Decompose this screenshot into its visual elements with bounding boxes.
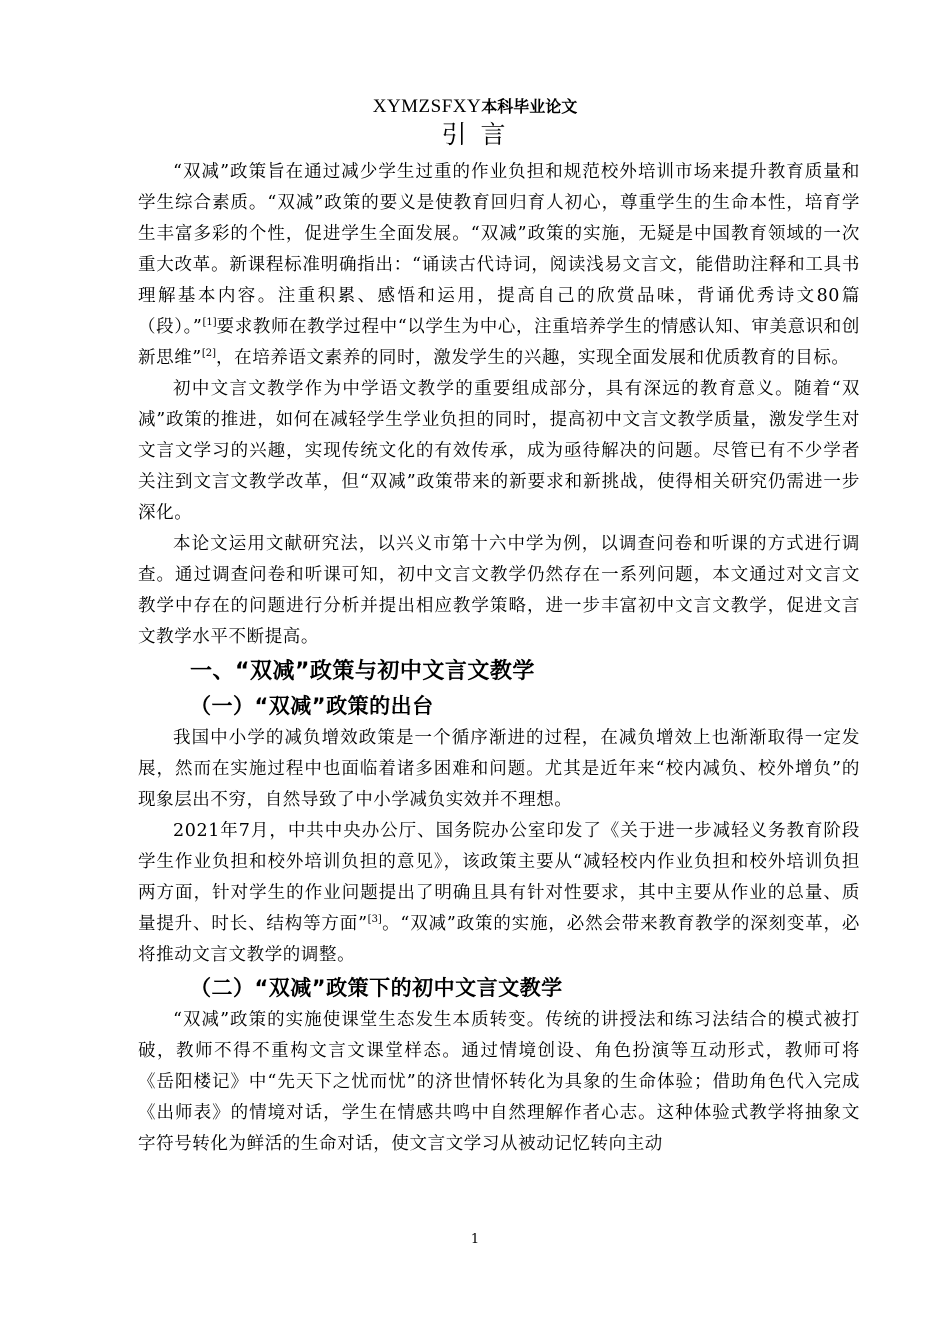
subsection-1-paragraph-2: [138, 816, 860, 971]
body-text: [138, 157, 860, 1160]
subsection-heading-2: （二）“双减”政策下的初中文言文教学: [190, 976, 563, 1000]
running-header: [0, 94, 950, 120]
subsection-1-paragraph-2-part-b: 。“双减”政策的实施，必然会带来教育教学的深刻变革，必将推动文言文教学的调整。: [138, 914, 861, 965]
intro-paragraph-1-part-b: 要求教师在教学过程中“以学生为中心，注重培养学生的情感认知、审美意识和创新思维”: [138, 317, 860, 368]
subsection-1-paragraph-2-part-a: 2021年7月，中共中央办公厅、国务院办公室印发了《关于进一步减轻义务教育阶段学生作业负担和校外培训负担的意见》，该政策主要从“减轻校内作业负担和校外培训负担两方面，针对学生的作业问题提出了明确且具有针对性要求，其中主要从作业的总量、质量提升、时长、结构等方面”: [138, 821, 860, 934]
intro-paragraph-1-part-c: ，在培养语文素养的同时，激发学生的兴趣，实现全面发展和优质教育的目标。: [216, 348, 850, 368]
page-number: 1: [470, 1232, 480, 1247]
intro-paragraph-2: 初中文言文教学作为中学语文教学的重要组成部分，具有深远的教育意义。随着“双减”政策的推进，如何在减轻学生学业负担的同时，提高初中文言文教学质量，激发学生对文言文学习的兴趣，实现传统文化的有效传承，成为亟待解决的问题。尽管已有不少学者关注到文言文教学改革，但“双减”政策带来的新要求和新挑战，使得相关研究仍需进一步深化。: [138, 379, 860, 523]
subsection-1-paragraph-1: 我国中小学的减负增效政策是一个循序渐进的过程，在减负增效上也渐渐取得一定发展，然而在实施过程中也面临着诸多困难和问题。尤其是近年来“校内减负、校外增负”的现象层出不穷，自然导致了中小学减负实效并不理想。: [138, 728, 860, 810]
section-title: 引 言: [441, 120, 509, 149]
intro-paragraph-1-part-a: “双减”政策旨在通过减少学生过重的作业负担和规范校外培训市场来提升教育质量和学生综合素质。“双减”政策的要义是使教育回归育人初心，尊重学生的生命本性，培育学生丰富多彩的个性，促进学生全面发展。“双减”政策的实施，无疑是中国教育领域的一次重大改革。新课程标准明确指出：“诵读古代诗词，阅读浅易文言文，能借助注释和工具书理解基本内容。注重积累、感悟和运用，提高自己的欣赏品味，背诵优秀诗文80篇（段）。”: [138, 162, 860, 337]
intro-paragraph-1: [138, 157, 860, 374]
chapter-heading-1: 一、“双减”政策与初中文言文教学: [190, 659, 535, 684]
subsection-heading-1: （一）“双减”政策的出台: [190, 694, 434, 718]
school-code: XYMZSFXY: [372, 96, 482, 117]
citation-1: [1]: [202, 317, 217, 329]
citation-2: [2]: [201, 348, 217, 360]
thesis-label: 本科毕业论文: [481, 97, 578, 116]
citation-3: [3]: [367, 914, 382, 926]
intro-paragraph-3: 本论文运用文献研究法，以兴义市第十六中学为例，以调查问卷和听课的方式进行调查。通过调查问卷和听课可知，初中文言文教学仍然存在一系列问题，本文通过对文言文教学中存在的问题进行分析并提出相应教学策略，进一步丰富初中文言文教学，促进文言文教学水平不断提高。: [138, 534, 860, 647]
subsection-2-paragraph-1: “双减”政策的实施使课堂生态发生本质转变。传统的讲授法和练习法结合的模式被打破，教师不得不重构文言文课堂样态。通过情境创设、角色扮演等互动形式，教师可将《岳阳楼记》中“先天下之忧而忧”的济世情怀转化为具象的生命体验；借助角色代入完成《出师表》的情境对话，学生在情感共鸣中自然理解作者心志。这种体验式教学将抽象文字符号转化为鲜活的生命对话，使文言文学习从被动记忆转向主动: [138, 1010, 860, 1154]
